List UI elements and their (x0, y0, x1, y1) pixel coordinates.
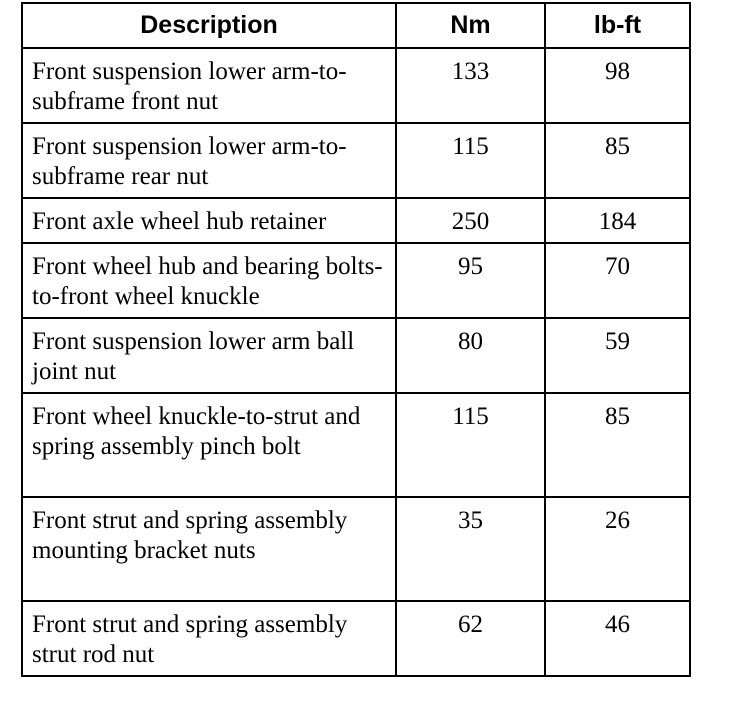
nm-cell: 133 (396, 48, 545, 123)
table-row (22, 198, 690, 243)
lbft-cell: 26 (545, 497, 690, 601)
table-row (22, 243, 690, 318)
header-row (22, 3, 690, 48)
nm-cell: 115 (396, 123, 545, 198)
table-row (22, 601, 690, 676)
description-cell: Front strut and spring assembly mounting bracket nuts (22, 497, 396, 601)
nm-cell: 250 (396, 198, 545, 243)
table-row (22, 318, 690, 393)
nm-cell: 80 (396, 318, 545, 393)
column-header-description: Description (22, 3, 396, 48)
table-row (22, 123, 690, 198)
description-cell: Front suspension lower arm-to-subframe rear nut (22, 123, 396, 198)
torque-spec-table (21, 2, 691, 677)
lbft-cell: 59 (545, 318, 690, 393)
column-header-lbft: lb-ft (545, 3, 690, 48)
lbft-cell: 46 (545, 601, 690, 676)
table-row (22, 497, 690, 601)
lbft-cell: 70 (545, 243, 690, 318)
description-cell: Front axle wheel hub retainer (22, 198, 396, 243)
nm-cell: 35 (396, 497, 545, 601)
lbft-cell: 85 (545, 393, 690, 497)
nm-cell: 115 (396, 393, 545, 497)
nm-cell: 95 (396, 243, 545, 318)
description-cell: Front strut and spring assembly strut rod nut (22, 601, 396, 676)
lbft-cell: 85 (545, 123, 690, 198)
description-cell: Front suspension lower arm-to-subframe front nut (22, 48, 396, 123)
table-row (22, 393, 690, 497)
lbft-cell: 98 (545, 48, 690, 123)
nm-cell: 62 (396, 601, 545, 676)
lbft-cell: 184 (545, 198, 690, 243)
description-cell: Front suspension lower arm ball joint nut (22, 318, 396, 393)
column-header-nm: Nm (396, 3, 545, 48)
description-cell: Front wheel hub and bearing bolts-to-front wheel knuckle (22, 243, 396, 318)
table-row (22, 48, 690, 123)
description-cell: Front wheel knuckle-to-strut and spring assembly pinch bolt (22, 393, 396, 497)
